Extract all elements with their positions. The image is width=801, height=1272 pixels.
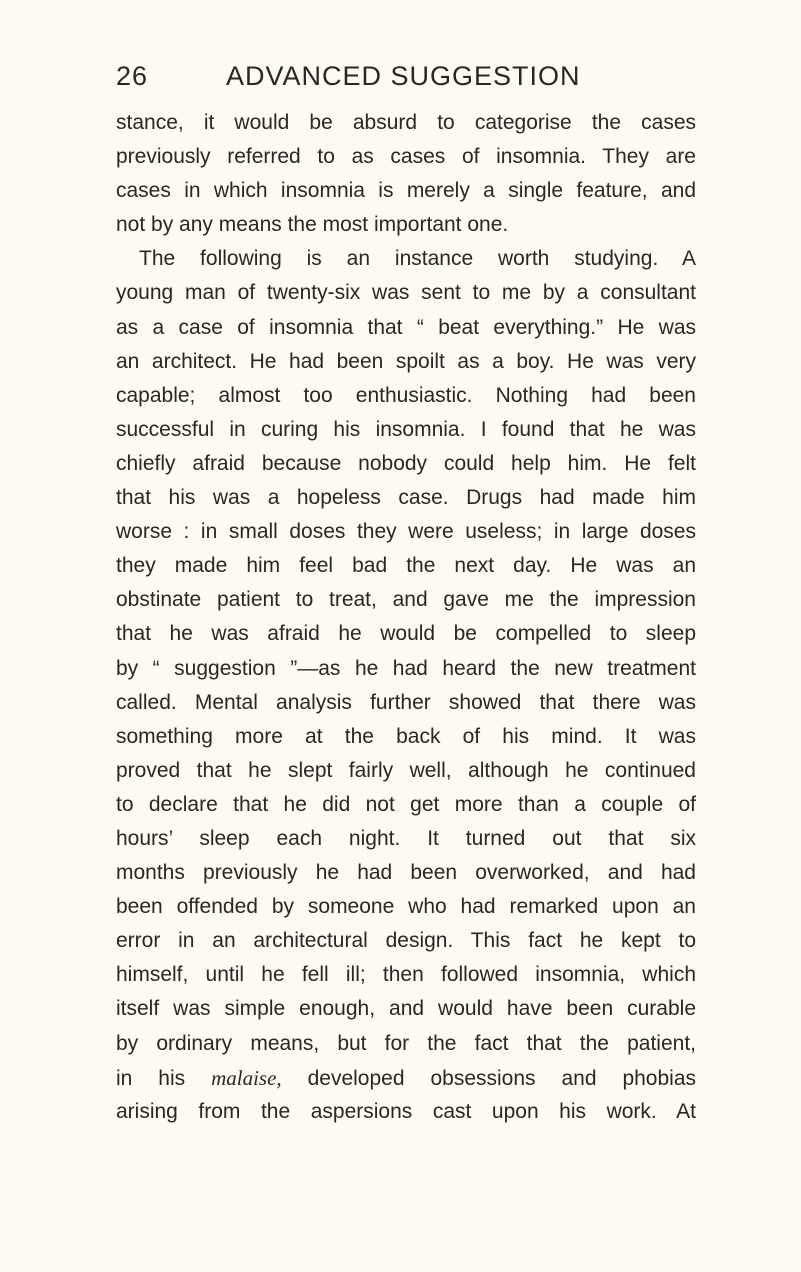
text-line: by “ suggestion ”—as he had heard the new treatment	[116, 656, 696, 680]
text-line: capable; almost too enthusiastic. Nothing had been	[116, 383, 696, 407]
text-line: young man of twenty-six was sent to me by a consultant	[116, 281, 696, 305]
running-title: ADVANCED SUGGESTION	[226, 61, 581, 91]
text-line: to declare that he did not get more than a couple of	[116, 792, 696, 816]
text-segment: in his	[116, 1066, 212, 1090]
text-line: chiefly afraid because nobody could help him. He felt	[116, 451, 696, 475]
text-line: arising from the aspersions cast upon his work. At	[116, 1099, 696, 1123]
text-line: called. Mental analysis further showed that there was	[116, 690, 696, 714]
text-line: previously referred to as cases of insomnia. They are	[116, 145, 696, 169]
text-line: months previously he had been overworked, and had	[116, 861, 696, 885]
text-line: hours’ sleep each night. It turned out that six	[116, 826, 696, 850]
text-line: successful in curing his insomnia. I found that he was	[116, 417, 696, 441]
page-number: 26	[116, 61, 149, 91]
text-line: they made him feel bad the next day. He was an	[116, 554, 696, 578]
text-line: itself was simple enough, and would have been curable	[116, 997, 696, 1021]
text-line: proved that he slept fairly well, although he continued	[116, 758, 696, 782]
text-line: not by any means the most important one.	[116, 213, 509, 237]
text-line: an architect. He had been spoilt as a boy. He was very	[116, 349, 696, 373]
body-text	[116, 106, 696, 1129]
text-line: obstinate patient to treat, and gave me the impression	[116, 588, 696, 612]
text-line: cases in which insomnia is merely a single feature, and	[116, 179, 696, 203]
text-line: that his was a hopeless case. Drugs had made him	[116, 486, 696, 510]
text-segment: developed obsessions and phobias	[281, 1066, 696, 1090]
text-line: error in an architectural design. This fact he kept to	[116, 929, 696, 953]
text-line: been offended by someone who had remarked upon an	[116, 895, 696, 919]
text-line-with-italic	[116, 1061, 696, 1095]
italic-word: malaise,	[211, 1065, 282, 1090]
text-line: that he was afraid he would be compelled to sleep	[116, 622, 696, 646]
running-head	[116, 56, 716, 96]
text-line: by ordinary means, but for the fact that the patient,	[116, 1031, 696, 1055]
text-line: stance, it would be absurd to categorise the cases	[116, 111, 696, 134]
text-line: as a case of insomnia that “ beat everything.” He was	[116, 315, 696, 339]
text-line: something more at the back of his mind. It was	[116, 724, 696, 748]
text-line: worse : in small doses they were useless; in large doses	[116, 520, 696, 544]
text-line: The following is an instance worth studying. A	[139, 247, 696, 271]
text-line: himself, until he fell ill; then followed insomnia, which	[116, 963, 696, 987]
